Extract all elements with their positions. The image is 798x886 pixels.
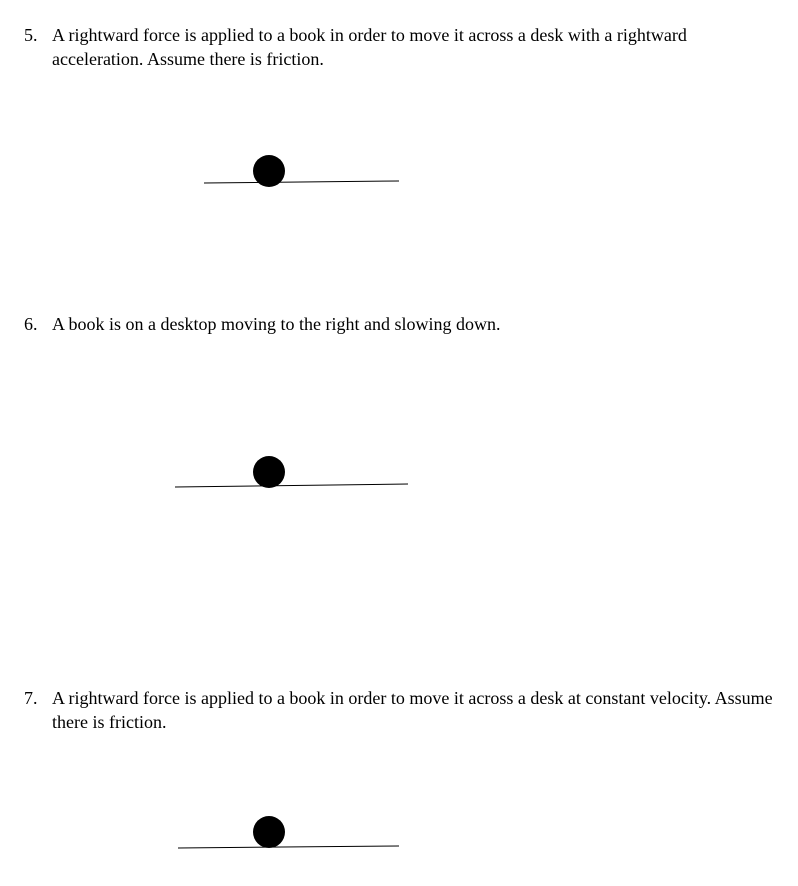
question-5: [24, 23, 774, 71]
question-number: 7.: [24, 688, 38, 708]
desk-surface-line: [204, 181, 399, 183]
question-number: 6.: [24, 314, 38, 334]
question-6: [24, 312, 774, 336]
book-dot: [253, 456, 285, 488]
question-text: A rightward force is applied to a book in order to move it across a desk with a rightward acceleration. Assume there is friction.: [52, 25, 687, 69]
book-dot: [253, 155, 285, 187]
question-7: [24, 686, 774, 734]
diagram-5: [204, 155, 399, 187]
book-dot: [253, 816, 285, 848]
question-number: 5.: [24, 25, 38, 45]
diagram-7: [178, 816, 399, 848]
question-text: A rightward force is applied to a book in order to move it across a desk at constant velocity. Assume there is friction.: [52, 688, 773, 732]
question-text: A book is on a desktop moving to the right and slowing down.: [52, 314, 501, 334]
desk-surface-line: [175, 484, 408, 487]
diagram-6: [175, 456, 408, 488]
desk-surface-line: [178, 846, 399, 848]
